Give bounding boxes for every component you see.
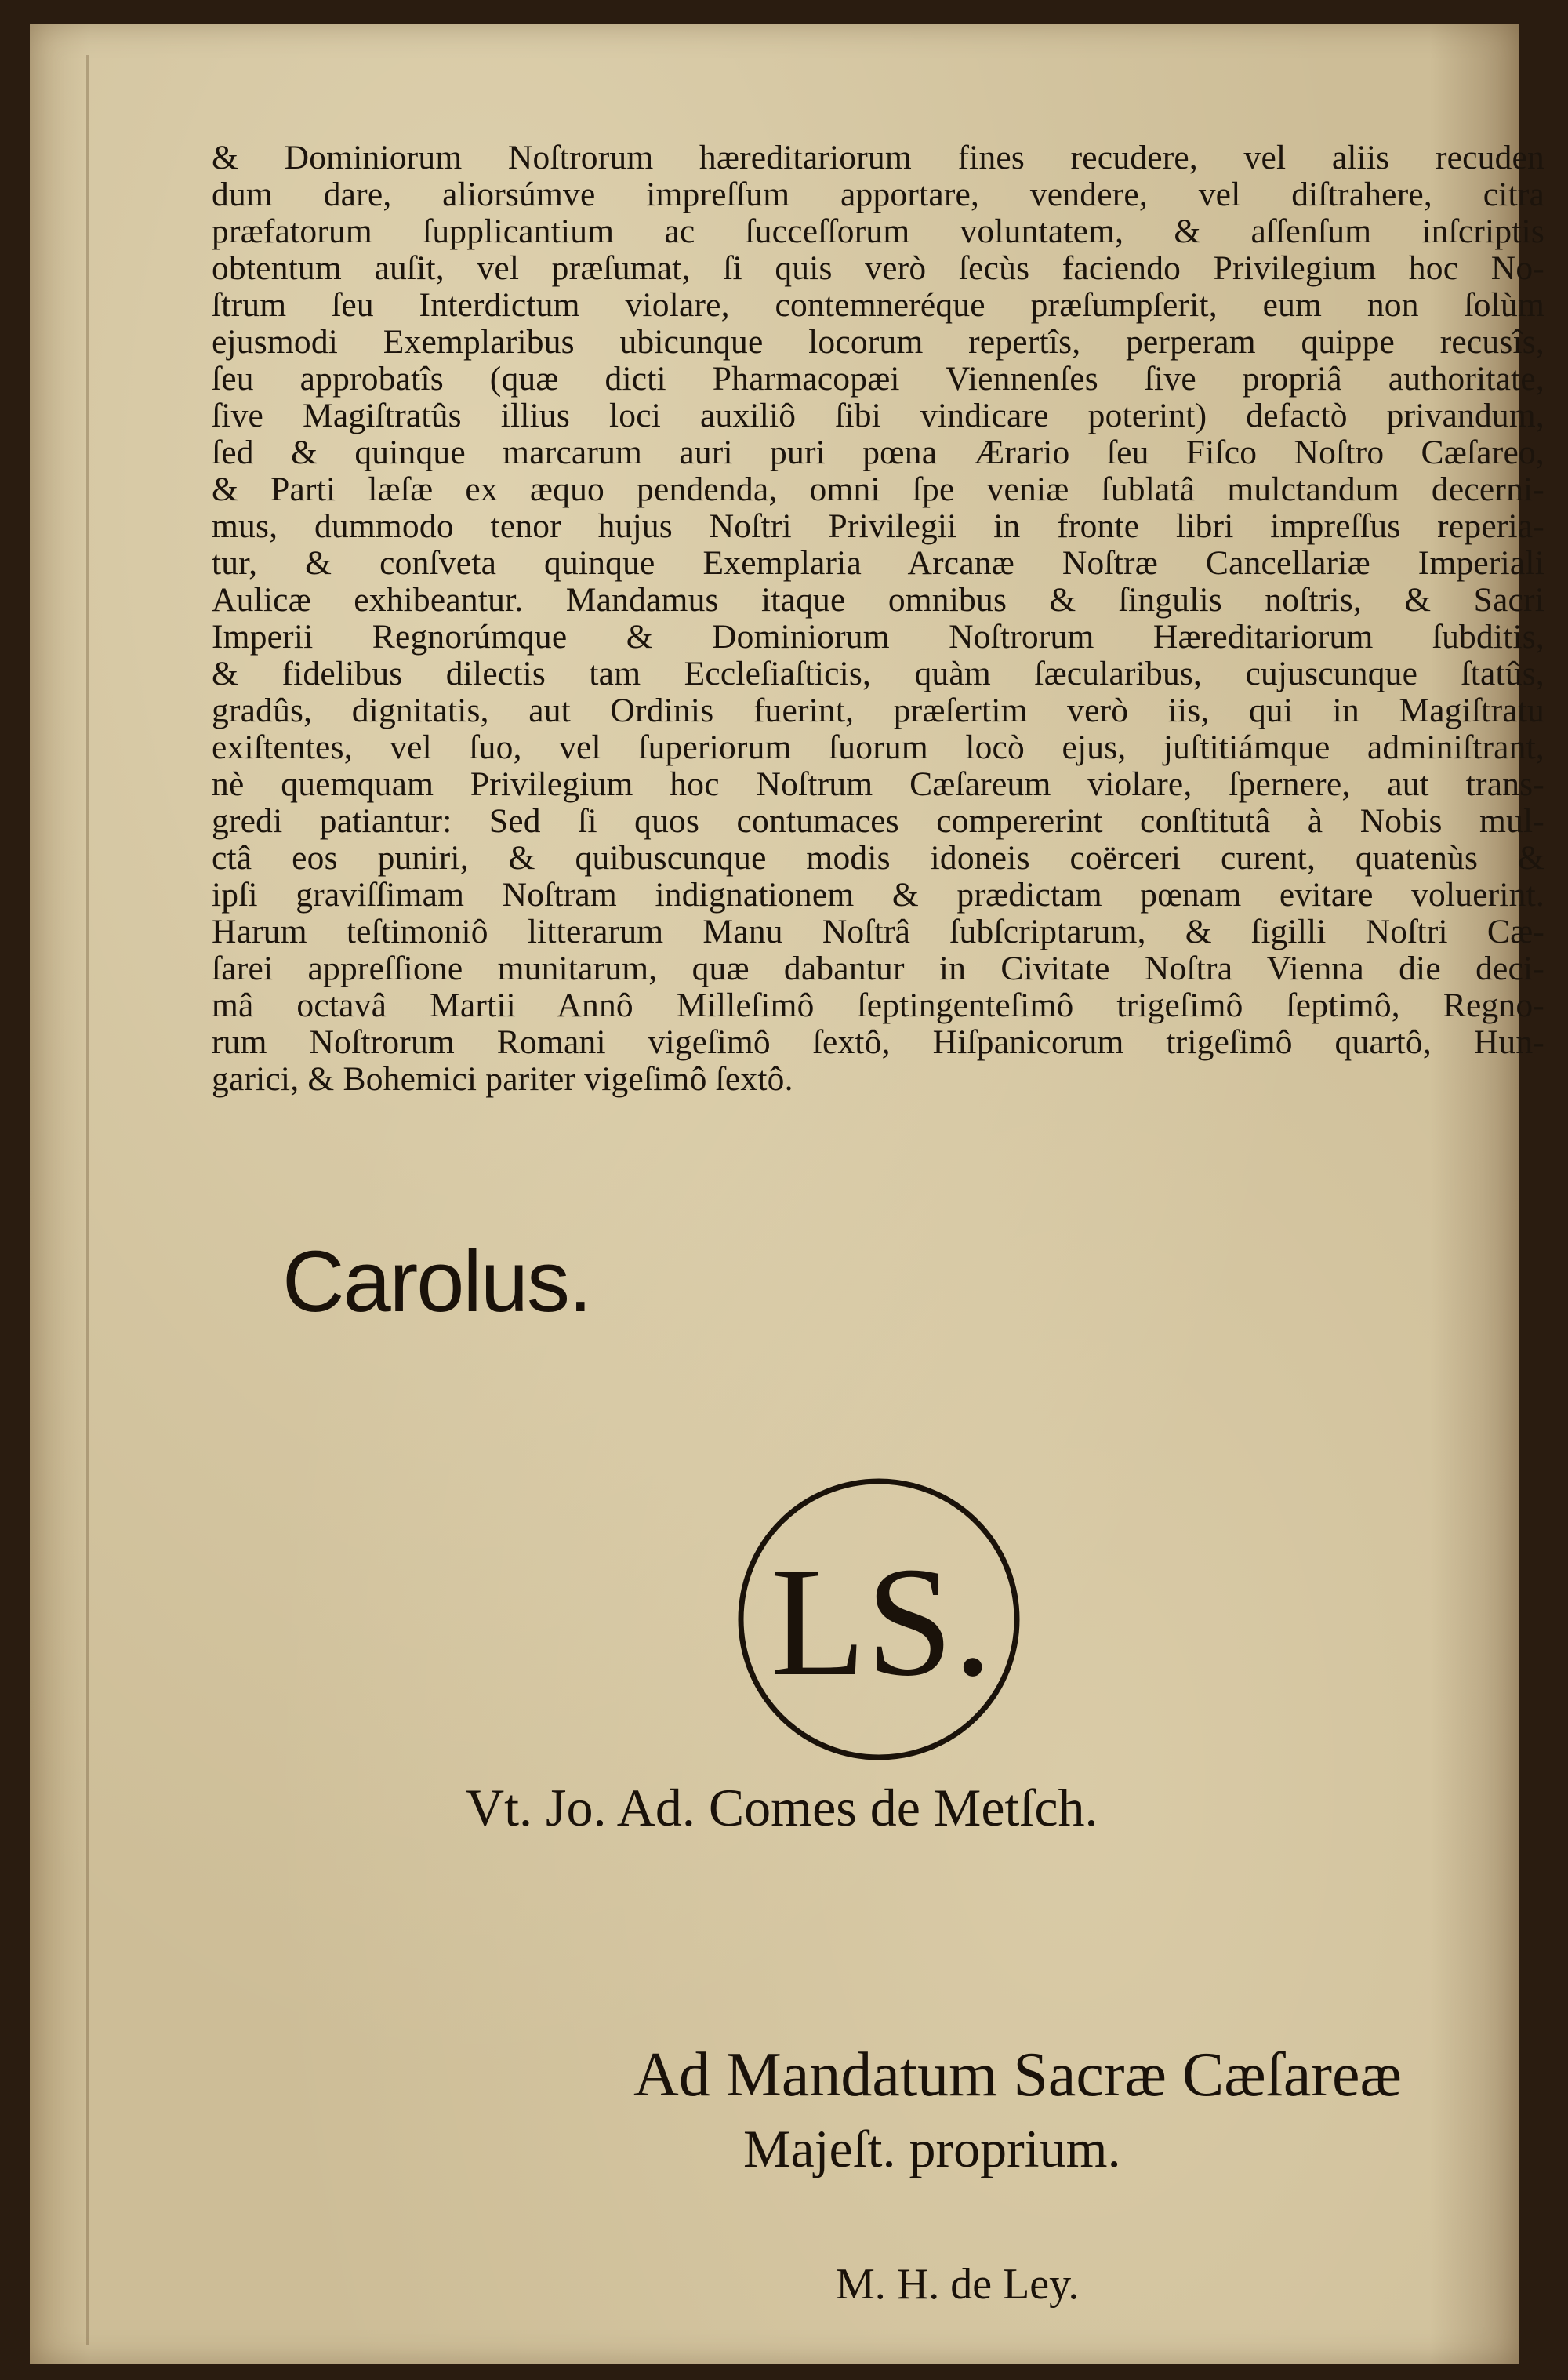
text-line: gradûs, dignitatis, aut Ordinis fuerint, præſertim verò iis, qui in Magiſtratu (212, 692, 1544, 729)
document-page (30, 24, 1544, 2364)
mandate-subheading: Majeſt. proprium. (743, 2119, 1121, 2178)
text-line: Aulicæ exhibeantur. Mandamus itaque omnibus & ſingulis noſtris, & Sacri (212, 581, 1544, 619)
text-line: garici, & Bohemici pariter vigeſimô ſextô. (212, 1060, 793, 1098)
text-line: rum Noſtrorum Romani vigeſimô ſextô, Hiſpanicorum trigeſimô quartô, Hun- (212, 1023, 1544, 1061)
text-line: obtentum auſit, vel præſumat, ſi quis verò ſecùs faciendo Privilegium hoc No- (212, 249, 1544, 287)
text-line: Imperii Regnorúmque & Dominiorum Noſtrorum Hæreditariorum ſubditis, (212, 618, 1544, 656)
text-line: nè quemquam Privilegium hoc Noſtrum Cæſareum violare, ſpernere, aut trans- (212, 765, 1544, 803)
secretary-signature: M. H. de Ley. (836, 2260, 1080, 2309)
text-line: gredi patiantur: Sed ſi quos contumaces compererint conſtitutâ à Nobis mul- (212, 802, 1544, 840)
text-line: ſtrum ſeu Interdictum violare, contemneréque præſumpſerit, eum non ſolùm (212, 286, 1544, 324)
text-line: ejusmodi Exemplaribus ubicunque locorum repertîs, perperam quippe recusîs, (212, 323, 1544, 361)
text-line: dum dare, aliorsúmve impreſſum apportare, vendere, vel diſtrahere, citra (212, 176, 1544, 213)
text-line: ſeu approbatîs (quæ dicti Pharmacopæi Viennenſes ſive propriâ authoritate, (212, 360, 1544, 398)
text-line: mus, dummodo tenor hujus Noſtri Privilegii in fronte libri impreſſus reperia- (212, 507, 1544, 545)
text-line: & Dominiorum Noſtrorum hæreditariorum fines recudere, vel aliis recuden (212, 139, 1544, 176)
text-line: ipſi graviſſimam Noſtram indignationem & prædictam pœnam evitare voluerint. (212, 876, 1544, 914)
left-margin-rule (86, 55, 89, 2345)
text-line: ctâ eos puniri, & quibuscunque modis idoneis coërceri curent, quatenùs & (212, 839, 1544, 877)
text-line: ſarei appreſſione munitarum, quæ dabantur in Civitate Noſtra Vienna die deci- (212, 950, 1544, 987)
countersignature-line: Vt. Jo. Ad. Comes de Metſch. (466, 1778, 1098, 1837)
text-line: mâ octavâ Martii Annô Milleſimô ſeptingenteſimô trigeſimô ſeptimô, Regno- (212, 987, 1544, 1024)
text-line: tur, & conſveta quinque Exemplaria Arcanæ Noſtræ Cancellariæ Imperiali (212, 544, 1544, 582)
seal-letters: LS. (770, 1535, 993, 1709)
mandate-heading: Ad Mandatum Sacræ Cæſareæ (633, 2040, 1402, 2109)
text-line: & Parti læſæ ex æquo pendenda, omni ſpe veniæ ſublatâ mulctandum decerni- (212, 471, 1544, 508)
text-line: & fidelibus dilectis tam Eccleſiaſticis, quàm ſæcularibus, cujuscunque ſtatûs, (212, 655, 1544, 692)
privilege-body-text (212, 140, 1544, 1098)
text-line: ſive Magiſtratûs illius loci auxiliô ſibi vindicare poterint) defactò privandum, (212, 397, 1544, 434)
seal-emblem (734, 1474, 1024, 1764)
text-line: ſed & quinque marcarum auri puri pœna Ærario ſeu Fiſco Noſtro Cæſareo, (212, 434, 1544, 471)
text-line: præfatorum ſupplicantium ac ſucceſſorum voluntatem, & aſſenſum inſcriptis (212, 213, 1544, 250)
text-line: Harum teſtimoniô litterarum Manu Noſtrâ ſubſcriptarum, & ſigilli Noſtri Cæ- (212, 913, 1544, 950)
imperial-signature: Carolus. (282, 1234, 591, 1330)
text-line: exiſtentes, vel ſuo, vel ſuperiorum ſuorum locò ejus, juſtitiámque adminiſtrant, (212, 729, 1544, 766)
